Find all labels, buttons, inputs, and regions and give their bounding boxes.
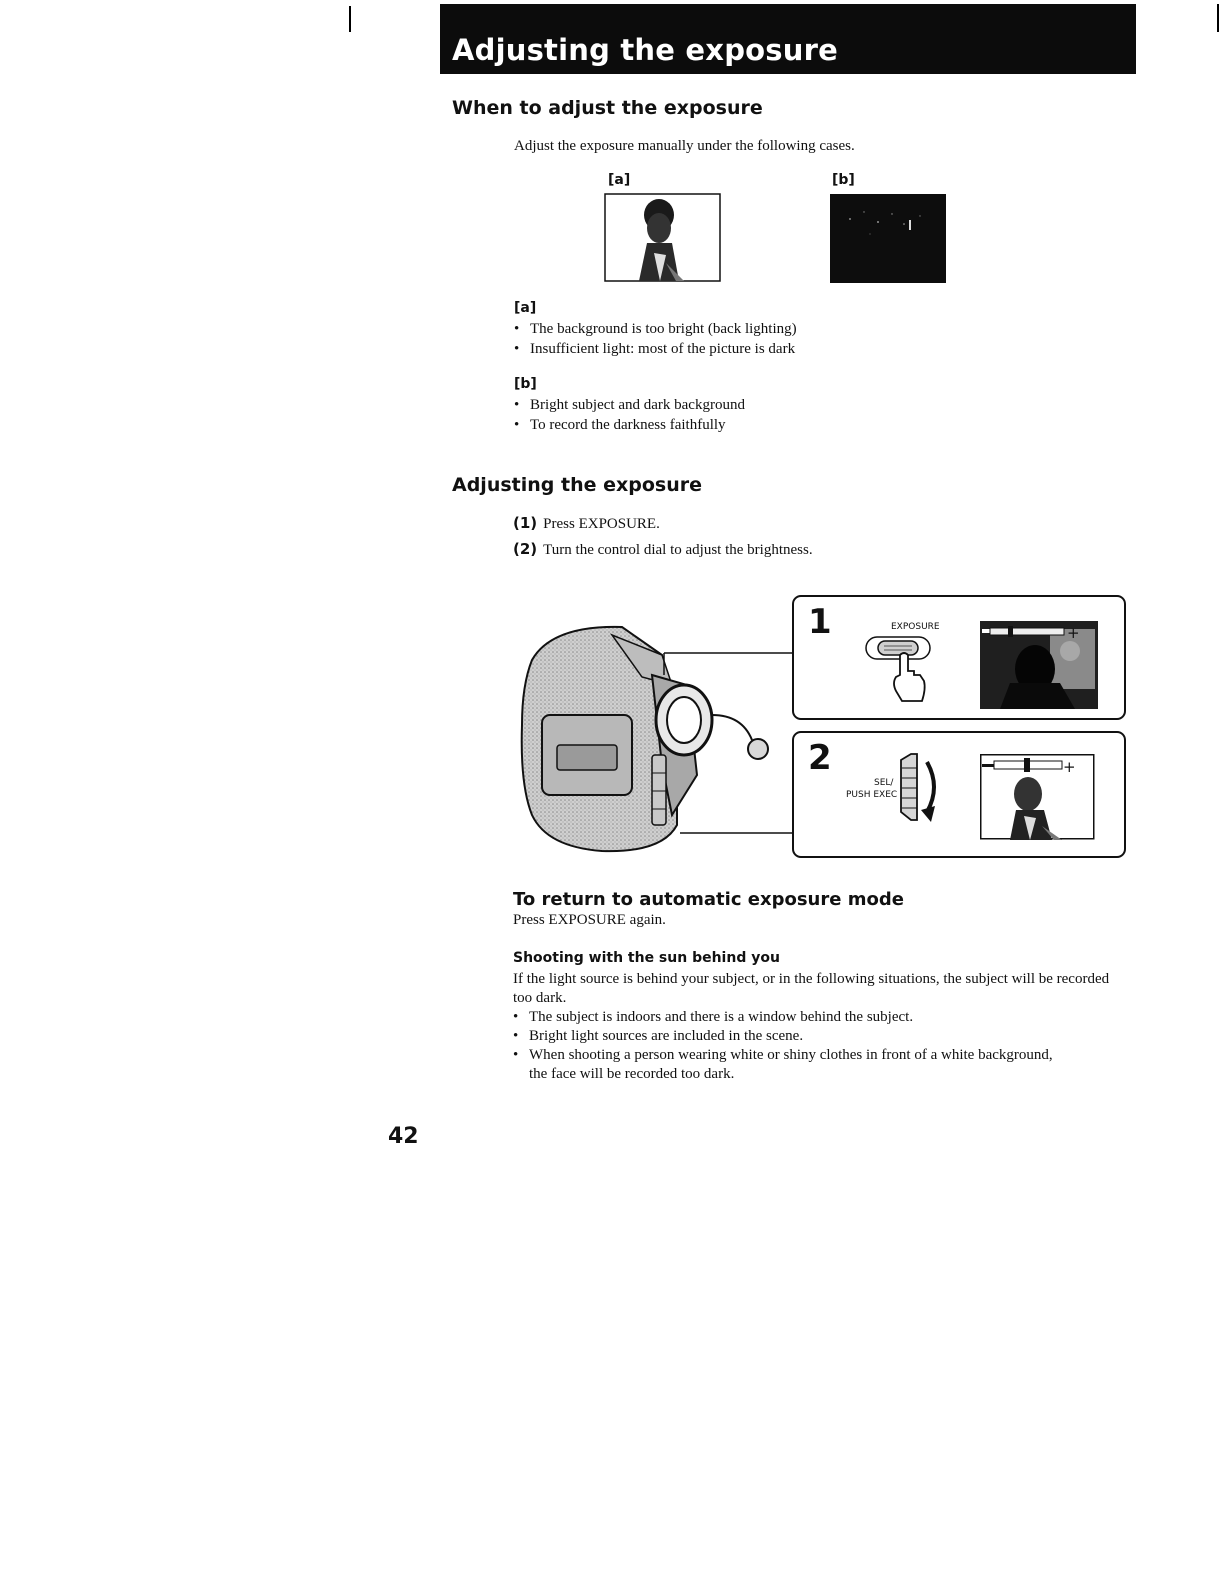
step-text: Press EXPOSURE.	[543, 516, 660, 532]
meter-plus-sign: +	[1063, 758, 1076, 776]
list-item: • Bright subject and dark background	[514, 395, 745, 415]
step-item	[513, 514, 813, 540]
list-item: • The background is too bright (back lighting)	[514, 319, 797, 339]
list-item: • When shooting a person wearing white or shiny clothes in front of a white background, the face will be recorded too dark.	[513, 1046, 1073, 1084]
step2-number: 2	[808, 738, 832, 778]
page-number: 42	[388, 1124, 419, 1149]
backlit-screen-preview	[980, 621, 1098, 709]
list-a-label: [a]	[514, 300, 537, 316]
backlit-portrait-image	[604, 193, 722, 283]
dial-label-push-exec: PUSH EXEC	[846, 790, 898, 800]
meter-plus-sign: +	[1067, 624, 1080, 642]
auto-exposure-heading: To return to automatic exposure mode	[513, 889, 904, 910]
title-bar	[440, 4, 1136, 74]
list-a	[514, 319, 797, 359]
exposure-button-label: EXPOSURE	[891, 622, 940, 632]
section-heading-when: When to adjust the exposure	[452, 97, 763, 119]
steps-list	[513, 514, 813, 566]
page-title: Adjusting the exposure	[452, 33, 838, 67]
list-b-label: [b]	[514, 376, 537, 392]
list-item: • Insufficient light: most of the picture is dark	[514, 339, 797, 359]
sun-behind-text: If the light source is behind your subject, or in the following situations, the subject will be recorded too dark.	[513, 971, 1110, 1006]
list-item: • Bright light sources are included in the scene.	[513, 1027, 1073, 1046]
step-number: (1)	[513, 514, 538, 532]
list-b	[514, 395, 745, 435]
intro-text: Adjust the exposure manually under the following cases.	[514, 138, 855, 154]
list-item: • To record the darkness faithfully	[514, 415, 745, 435]
dark-scene-image	[830, 194, 946, 283]
sun-behind-heading: Shooting with the sun behind you	[513, 950, 780, 966]
image-label-b: [b]	[832, 172, 855, 188]
dial-label-sel: SEL/	[874, 778, 894, 788]
sun-behind-list	[513, 1008, 1073, 1084]
step-number: (2)	[513, 540, 538, 558]
margin-mark	[349, 6, 351, 32]
adjusted-screen-preview	[980, 754, 1095, 840]
camcorder-illustration	[512, 615, 802, 860]
auto-exposure-text: Press EXPOSURE again.	[513, 912, 666, 928]
list-item: • The subject is indoors and there is a window behind the subject.	[513, 1008, 1073, 1027]
margin-mark	[1217, 4, 1219, 32]
step1-number: 1	[808, 602, 832, 642]
step-text: Turn the control dial to adjust the brightness.	[543, 542, 813, 558]
control-dial-icon	[893, 750, 948, 825]
section-heading-adjusting: Adjusting the exposure	[452, 474, 702, 496]
image-label-a: [a]	[608, 172, 631, 188]
exposure-button-press-icon	[862, 633, 942, 708]
step-item	[513, 540, 813, 566]
